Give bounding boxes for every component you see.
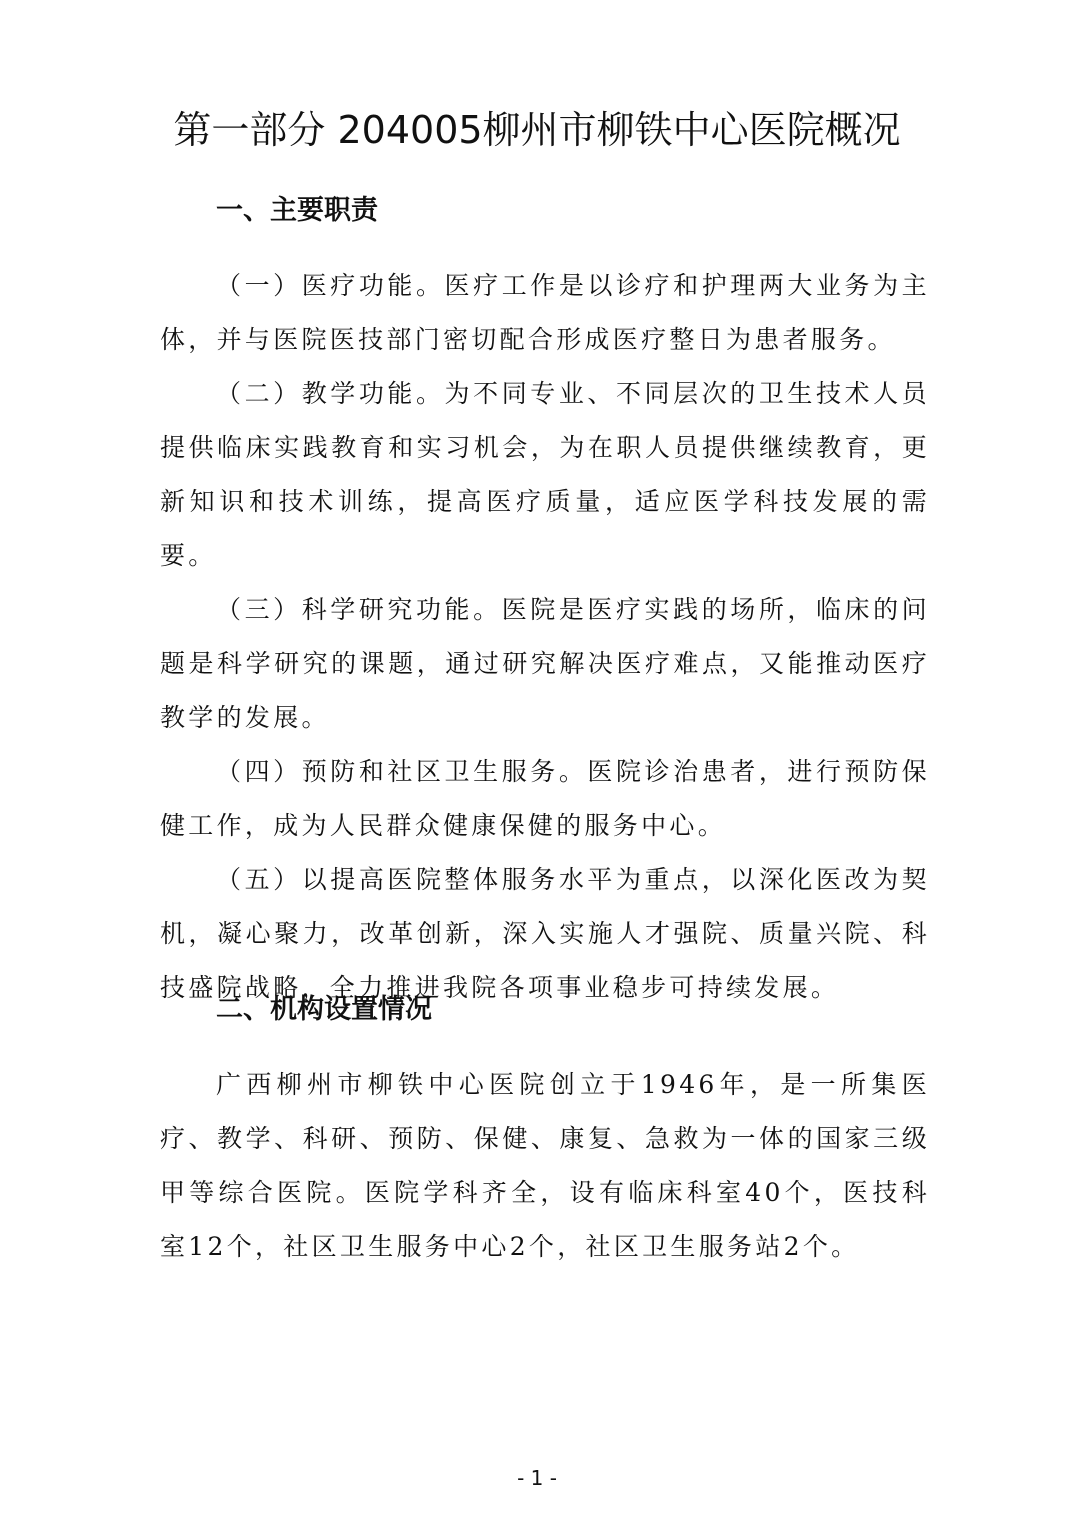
section-heading-duties: 一、主要职责: [216, 195, 378, 226]
paragraph-hospital-overview: 广西柳州市柳铁中心医院创立于1946年，是一所集医疗、教学、科研、预防、保健、康复、急救为一体的国家三级甲等综合医院。医院学科齐全，设有临床科室40个，医技科室12个，社区卫生服务中心2个，社区卫生服务站2个。: [160, 1070, 930, 1261]
section-duties-body: [160, 259, 930, 1015]
paragraph-research-function: （三）科学研究功能。医院是医疗实践的场所，临床的问题是科学研究的课题，通过研究解决医疗难点，又能推动医疗教学的发展。: [160, 595, 930, 732]
paragraph-prevention-service: （四）预防和社区卫生服务。医院诊治患者，进行预防保健工作，成为人民群众健康保健的服务中心。: [160, 757, 930, 840]
page-number: - 1 -: [517, 1466, 557, 1490]
section-heading-organization: 二、机构设置情况: [216, 994, 432, 1025]
section-organization-body: [160, 1058, 930, 1274]
page-title: 第一部分 204005柳州市柳铁中心医院概况: [173, 108, 901, 152]
paragraph-development-strategy: （五）以提高医院整体服务水平为重点，以深化医改为契机，凝心聚力，改革创新，深入实施人才强院、质量兴院、科技盛院战略，全力推进我院各项事业稳步可持续发展。: [160, 865, 930, 1002]
paragraph-teaching-function: （二）教学功能。为不同专业、不同层次的卫生技术人员提供临床实践教育和实习机会，为在职人员提供继续教育，更新知识和技术训练，提高医疗质量，适应医学科技发展的需要。: [160, 379, 930, 570]
paragraph-medical-function: （一）医疗功能。医疗工作是以诊疗和护理两大业务为主体，并与医院医技部门密切配合形成医疗整日为患者服务。: [160, 271, 930, 354]
